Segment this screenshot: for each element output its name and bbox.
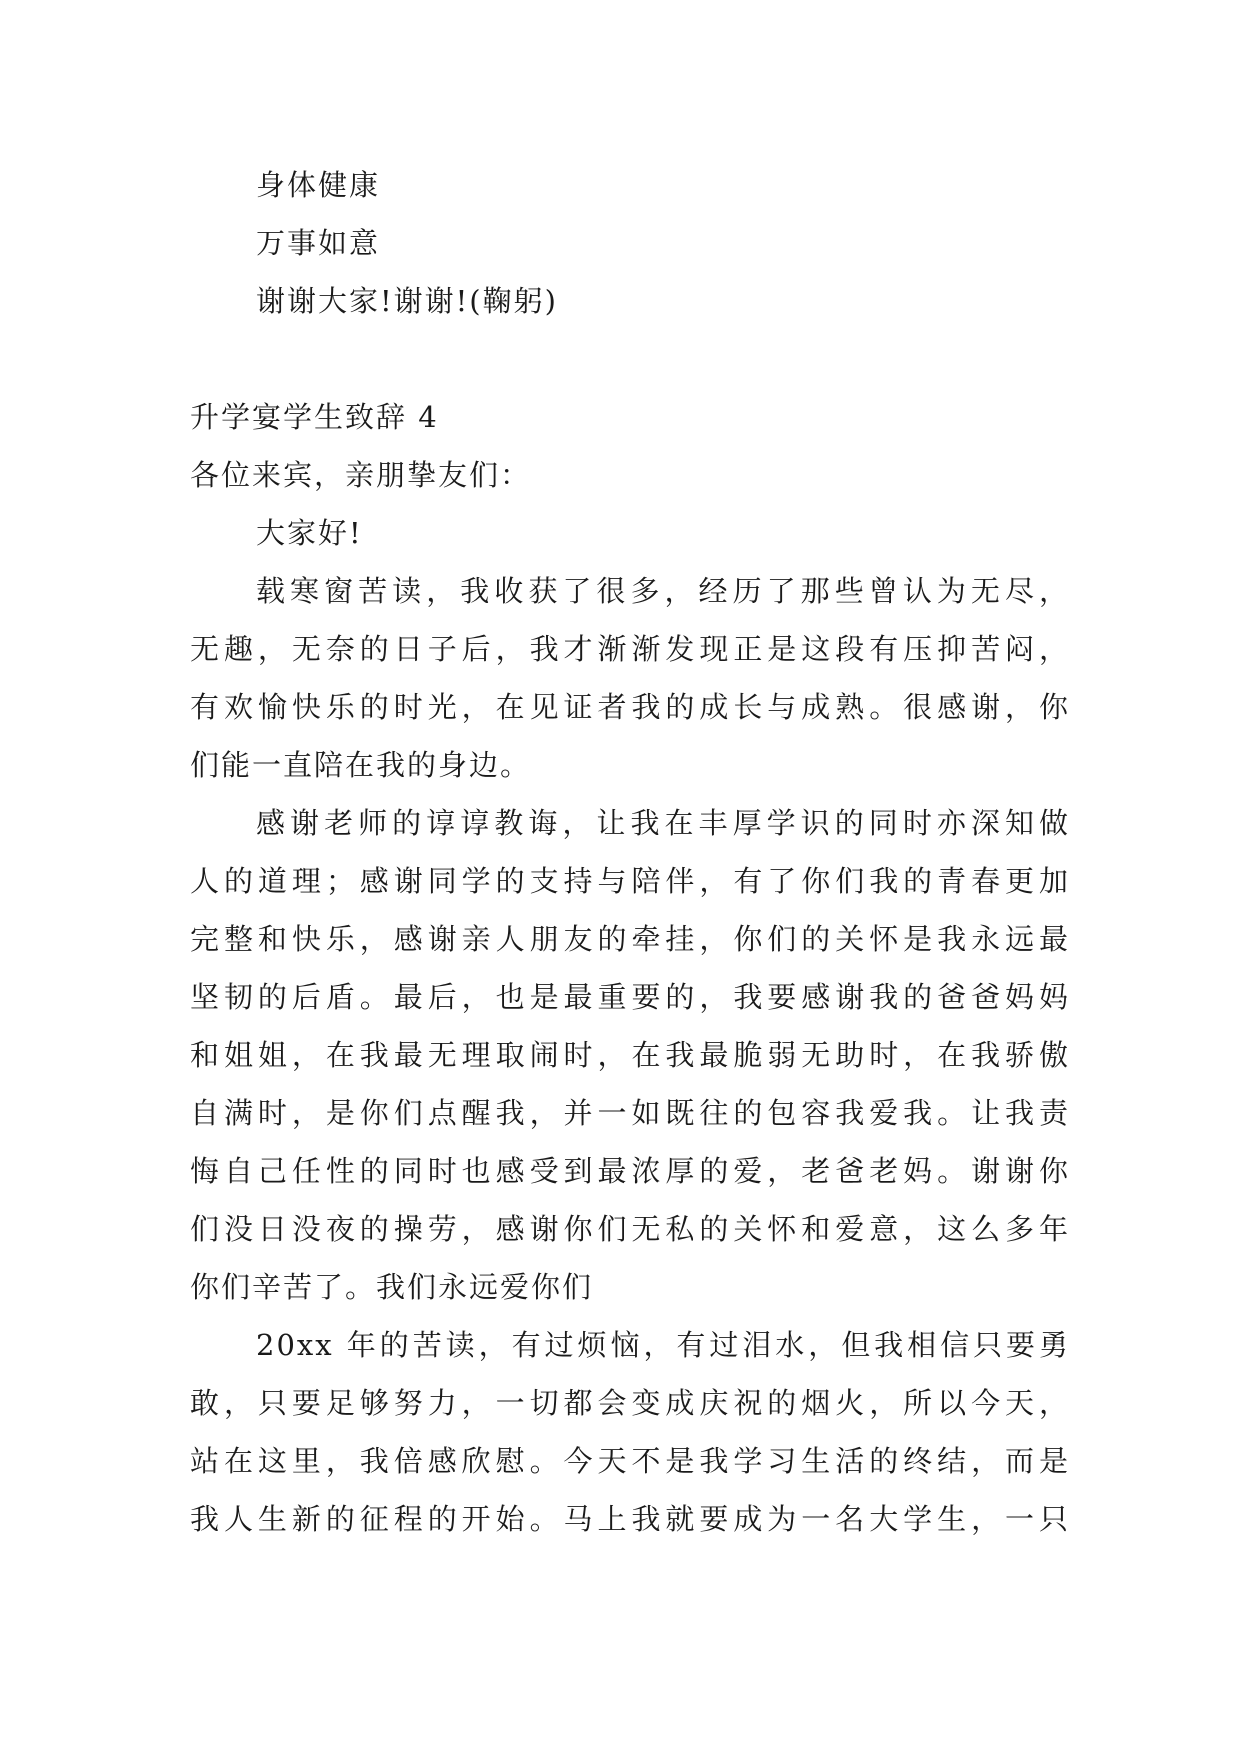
paragraph-1-line-4: 们能一直陪在我的身边。	[190, 748, 532, 782]
paragraph-2-line-1: 感谢老师的谆谆教诲，让我在丰厚学识的同时亦深知做	[256, 806, 1070, 840]
paragraph-3-line-3: 站在这里，我倍感欣慰。今天不是我学习生活的终结，而是	[190, 1444, 1070, 1478]
paragraph-2-line-2: 人的道理；感谢同学的支持与陪伴，有了你们我的青春更加	[190, 864, 1070, 898]
paragraph-1-line-1: 载寒窗苦读，我收获了很多，经历了那些曾认为无尽，	[256, 574, 1070, 608]
paragraph-2-line-6: 自满时，是你们点醒我，并一如既往的包容我爱我。让我责	[190, 1096, 1070, 1130]
greeting: 大家好!	[256, 516, 363, 550]
paragraph-2-line-8: 们没日没夜的操劳，感谢你们无私的关怀和爱意，这么多年	[190, 1212, 1070, 1246]
salutation: 各位来宾，亲朋挚友们：	[190, 458, 532, 492]
closing-line-wishes: 万事如意	[256, 226, 381, 260]
paragraph-3-line-1: 20xx 年的苦读，有过烦恼，有过泪水，但我相信只要勇	[256, 1328, 1070, 1362]
closing-line-health: 身体健康	[256, 168, 381, 202]
paragraph-2-line-9: 你们辛苦了。我们永远爱你们	[190, 1270, 594, 1304]
paragraph-3-line-2: 敢，只要足够努力，一切都会变成庆祝的烟火，所以今天，	[190, 1386, 1070, 1420]
paragraph-2-line-4: 坚韧的后盾。最后，也是最重要的，我要感谢我的爸爸妈妈	[190, 980, 1070, 1014]
paragraph-2-line-7: 悔自己任性的同时也感受到最浓厚的爱，老爸老妈。谢谢你	[190, 1154, 1070, 1188]
closing-line-thanks: 谢谢大家!谢谢!(鞠躬)	[256, 284, 558, 318]
paragraph-2-line-5: 和姐姐，在我最无理取闹时，在我最脆弱无助时，在我骄傲	[190, 1038, 1070, 1072]
section-title: 升学宴学生致辞 4	[190, 400, 439, 434]
paragraph-2-line-3: 完整和快乐，感谢亲人朋友的牵挂，你们的关怀是我永远最	[190, 922, 1070, 956]
paragraph-1-line-2: 无趣，无奈的日子后，我才渐渐发现正是这段有压抑苦闷，	[190, 632, 1070, 666]
paragraph-3-line-4: 我人生新的征程的开始。马上我就要成为一名大学生，一只	[190, 1502, 1070, 1536]
paragraph-1-line-3: 有欢愉快乐的时光，在见证者我的成长与成熟。很感谢，你	[190, 690, 1070, 724]
